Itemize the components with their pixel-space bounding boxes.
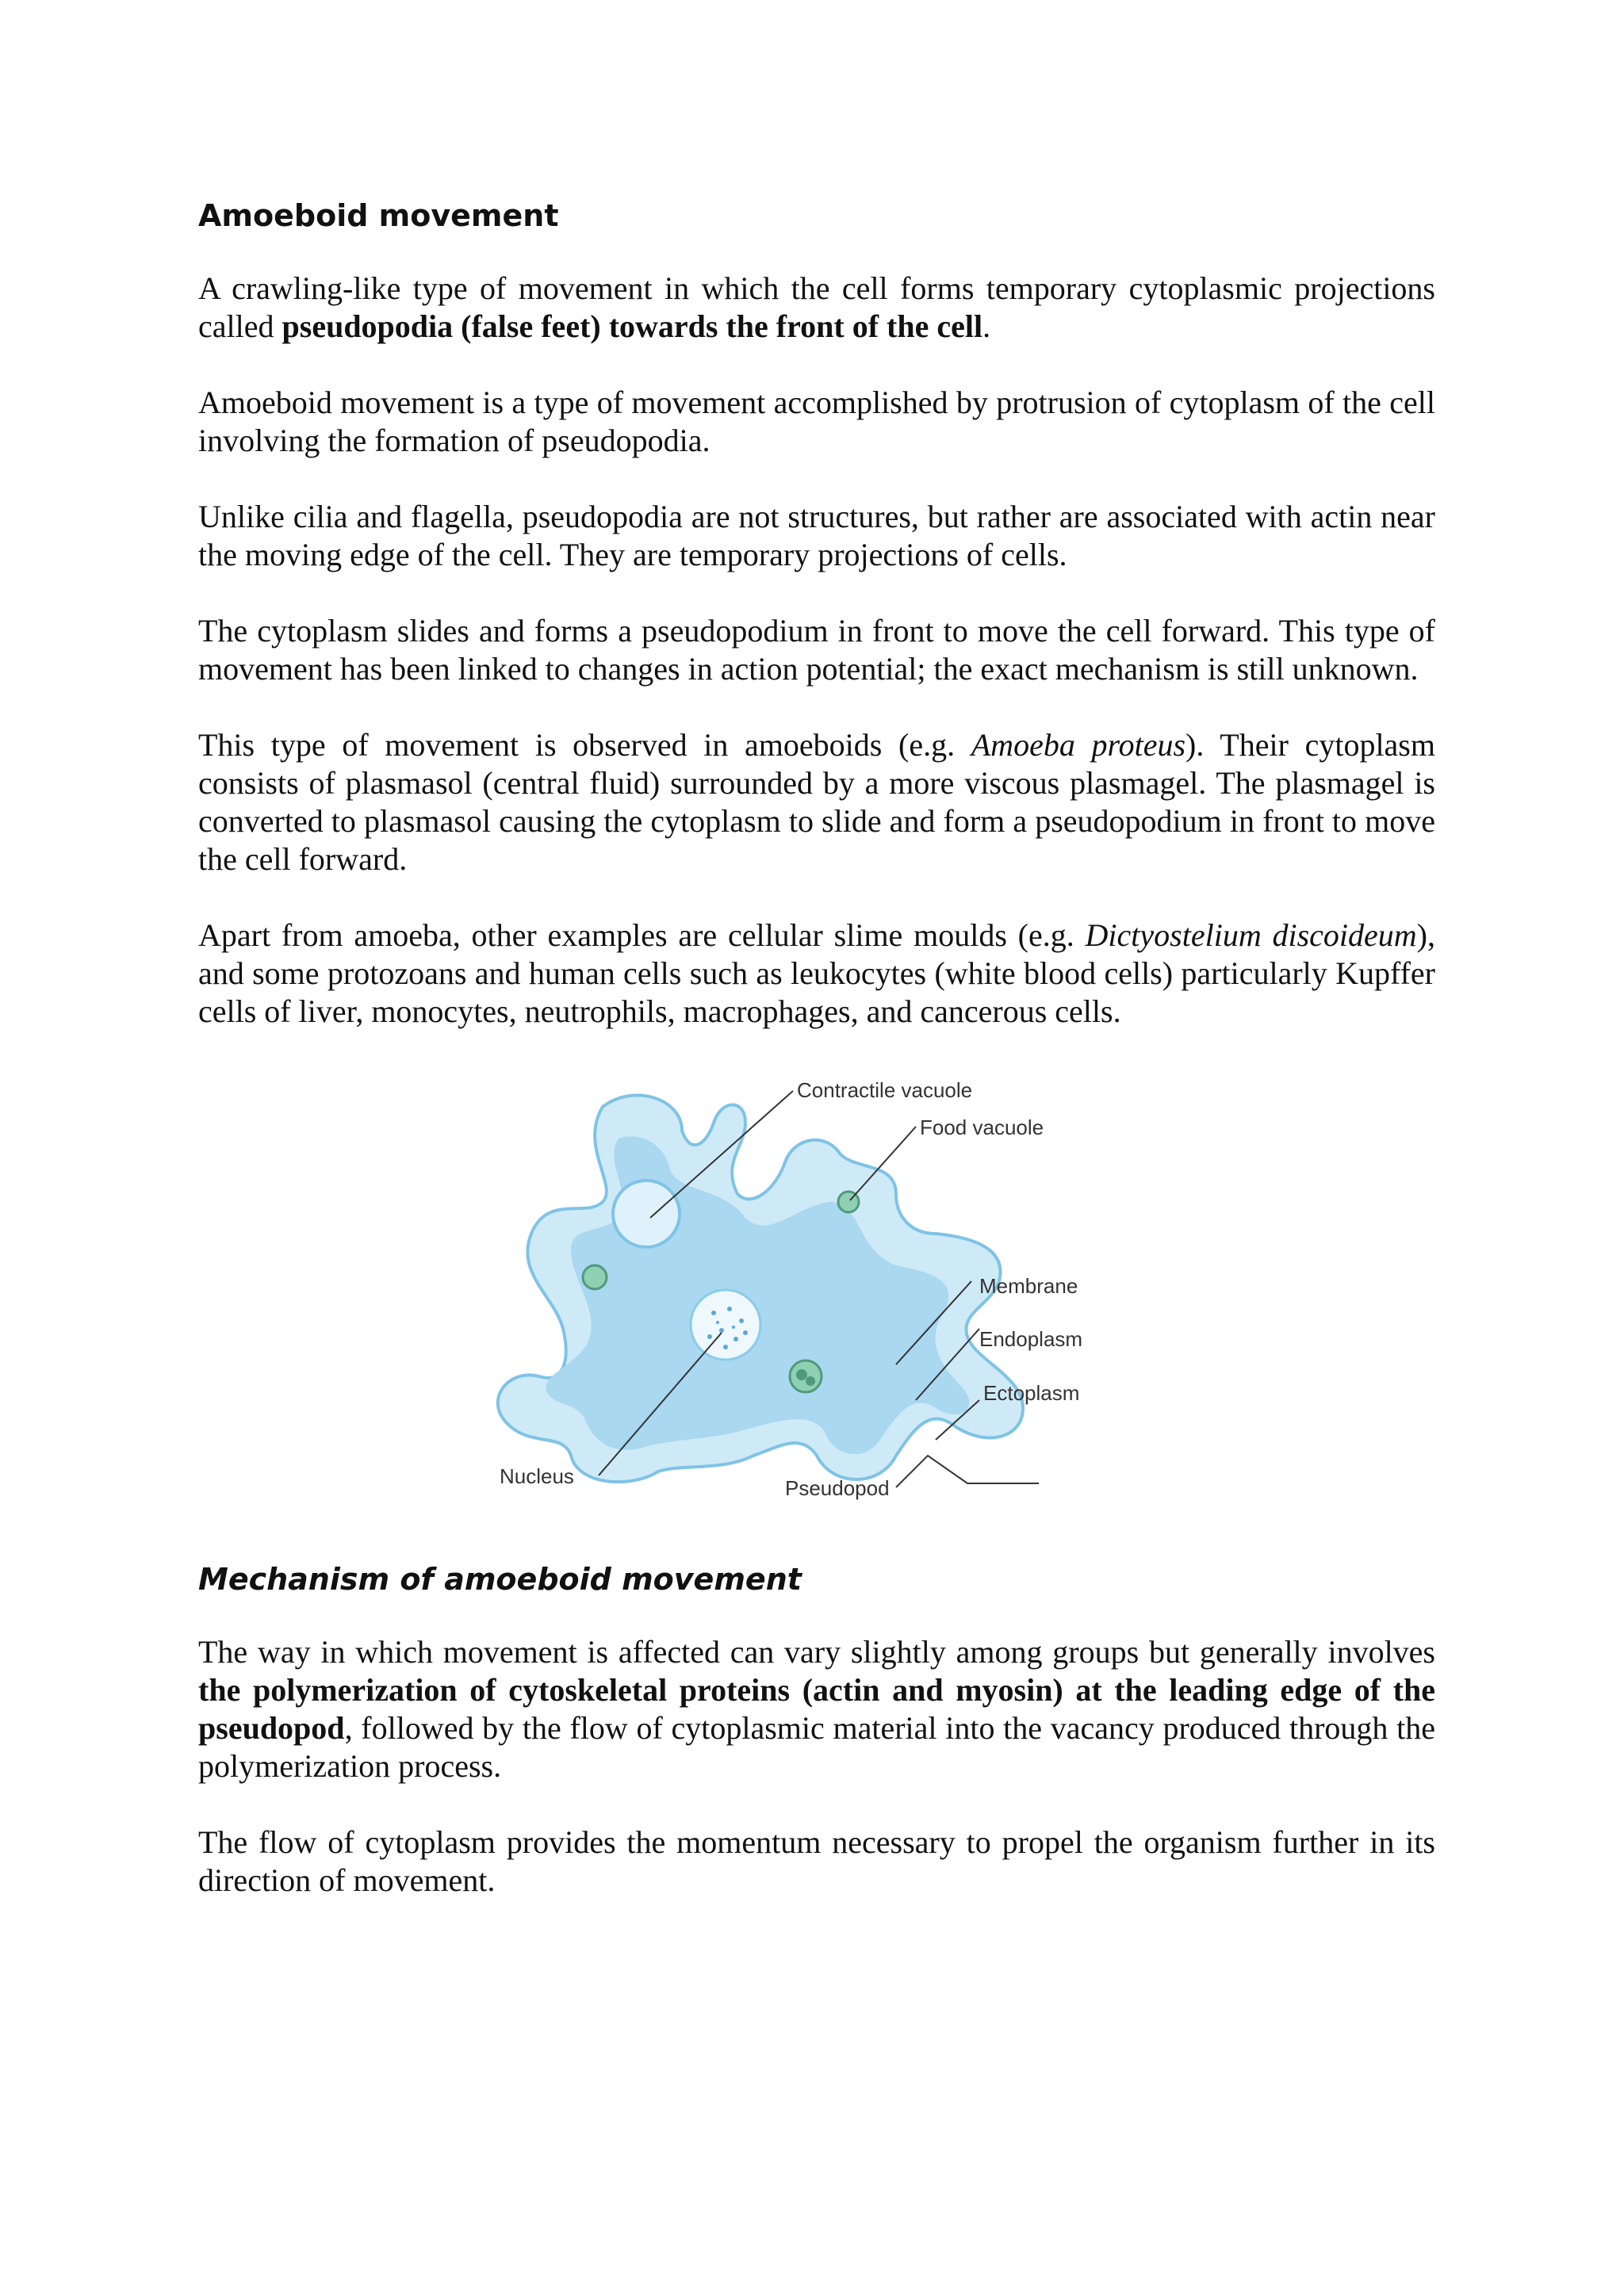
paragraph-definition: A crawling-like type of movement in which the cell forms temporary cytoplasmic projections called pseudopodia (false feet) towards the front of the cell. — [198, 270, 1435, 344]
bold-term: pseudopodia (false feet) towards the front of the cell — [282, 308, 983, 344]
label-nucleus: Nucleus — [500, 1464, 574, 1488]
species-name: Dictyostelium discoideum — [1085, 917, 1417, 953]
paragraph-mechanism: The way in which movement is affected can vary slightly among groups but generally involves the polymerization of cytoskeletal proteins (actin and myosin) at the leading edge of the pseudopod, followed by the flow of cytoplasmic material into the vacancy produced through the polymerization process. — [198, 1634, 1435, 1784]
paragraph-examples: Apart from amoeba, other examples are cellular slime moulds (e.g. Dictyostelium discoideum), and some protozoans and human cells such as leukocytes (white blood cells) particularly Kupffer cells of liver, monocytes, neutrophils, macrophages, and cancerous cells. — [198, 917, 1435, 1029]
species-name: Amoeba proteus — [971, 727, 1186, 763]
paragraph-protrusion: Amoeboid movement is a type of movement accomplished by protrusion of cytoplasm of the cell involving the formation of pseudopodia. — [198, 385, 1435, 458]
label-food-vacuole: Food vacuole — [920, 1115, 1044, 1139]
amoeba-diagram — [484, 1075, 1150, 1519]
contractile-vacuole — [613, 1181, 680, 1247]
paragraph-amoeboids: This type of movement is observed in amoeboids (e.g. Amoeba proteus). Their cytoplasm consists of plasmasol (central fluid) surrounded by a more viscous plasmagel. The plasmagel is converted to plasmasol causing the cytoplasm to slide and form a pseudopodium in front to move the cell forward. — [198, 727, 1435, 877]
label-endoplasm: Endoplasm — [979, 1327, 1083, 1351]
paragraph-cytoplasm: The cytoplasm slides and forms a pseudopodium in front to move the cell forward. This type of movement has been linked to changes in action potential; the exact mechanism is still unknown. — [198, 613, 1435, 687]
label-ectoplasm: Ectoplasm — [983, 1381, 1080, 1405]
label-contractile-vacuole: Contractile vacuole — [797, 1078, 973, 1102]
bold-term: the polymerization of cytoskeletal proteins (actin and myosin) at the leading edge of the pseudopod — [198, 1672, 1435, 1746]
label-membrane: Membrane — [979, 1274, 1078, 1298]
subsection-heading: Mechanism of amoeboid movement — [198, 1562, 802, 1597]
nucleus — [691, 1290, 760, 1360]
label-pseudopod: Pseudopod — [785, 1476, 890, 1500]
document-content — [198, 198, 1435, 1900]
section-heading: Amoeboid movement — [198, 198, 559, 233]
paragraph-momentum: The flow of cytoplasm provides the momentum necessary to propel the organism further in its direction of movement. — [198, 1824, 1435, 1898]
paragraph-cilia: Unlike cilia and flagella, pseudopodia are not structures, but rather are associated with actin near the moving edge of the cell. They are temporary projections of cells. — [198, 499, 1435, 572]
amoeba-figure — [198, 1075, 1435, 1519]
